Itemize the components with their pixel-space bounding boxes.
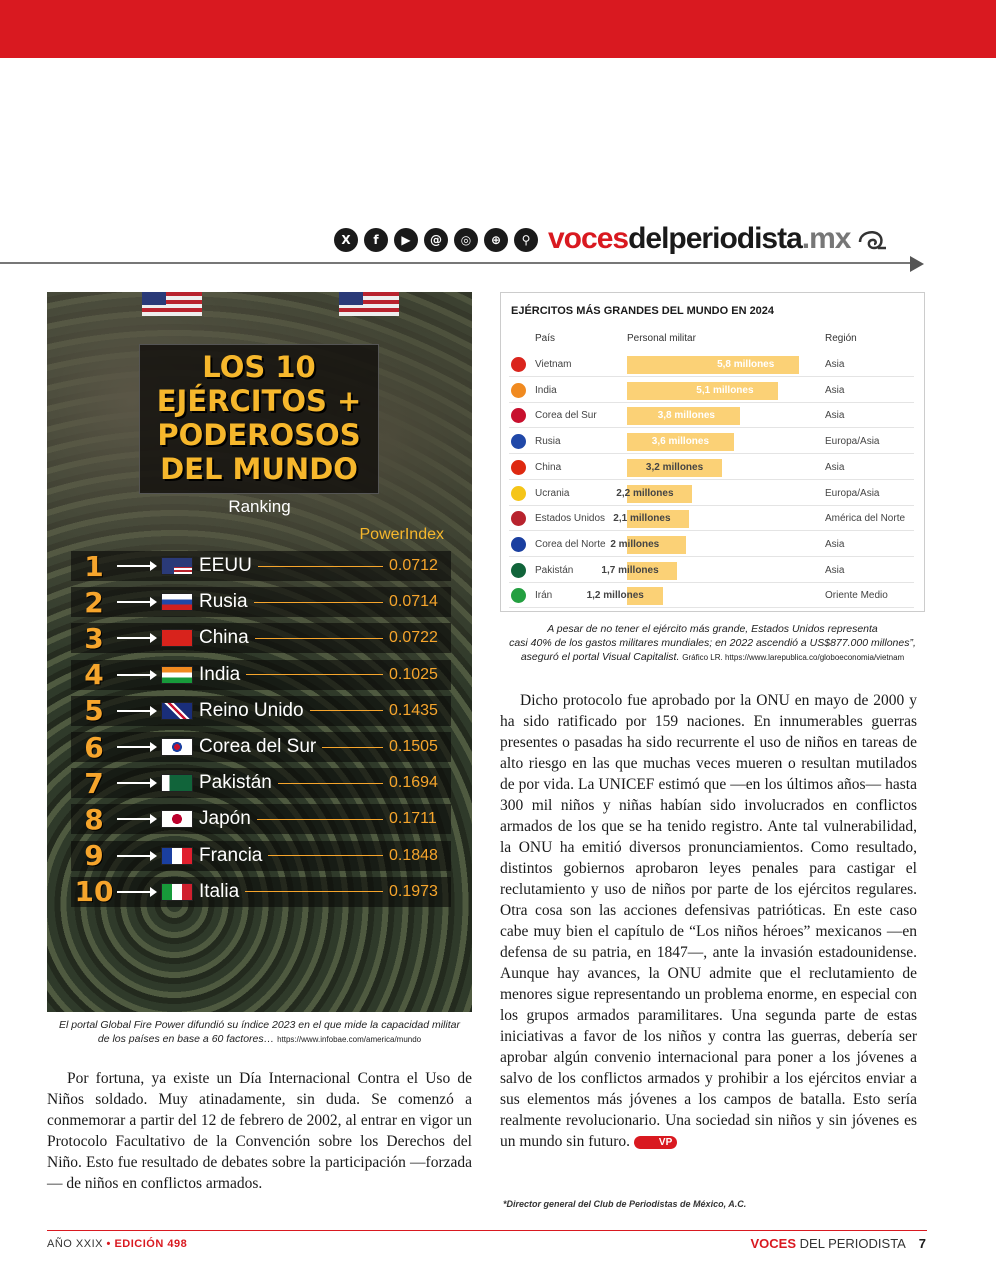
country-flag-icon [161, 883, 193, 901]
chart-flag-icon [511, 511, 526, 526]
arrow-icon [117, 746, 155, 748]
chart-flag-icon [511, 486, 526, 501]
power-index-label: PowerIndex [359, 526, 444, 543]
power-index-value: 0.0714 [389, 593, 438, 611]
country-flag-icon [161, 629, 193, 647]
us-flag-icon [142, 292, 202, 316]
location-pin-icon[interactable]: ⚲ [514, 228, 538, 252]
ranking-row [71, 877, 451, 907]
footer-periodista: DEL PERIODISTA [799, 1236, 906, 1251]
ranking-row [71, 623, 451, 653]
ranking-row [71, 841, 451, 871]
chart-caption [500, 622, 925, 665]
brand-voces: voces [548, 222, 629, 255]
country-name: China [199, 627, 249, 649]
leader-line [255, 638, 383, 639]
power-index-value: 0.1505 [389, 738, 438, 755]
leader-line [322, 747, 383, 748]
rank-number: 2 [84, 585, 104, 619]
power-index-value: 0.1711 [389, 810, 437, 828]
header-rule [0, 262, 912, 264]
arrow-icon [117, 637, 155, 639]
chart-header-personnel: Personal militar [627, 333, 696, 344]
chart-region: Asia [825, 359, 845, 370]
chart-flag-icon [511, 563, 526, 578]
rank-number: 1 [84, 549, 104, 583]
chart-caption-credit[interactable]: Gráfico LR. https://www.larepublica.co/globoeconomia/vietnam [682, 653, 905, 662]
country-flag-icon [161, 557, 193, 575]
chart-caption-line2: casi 40% de los gastos militares mundiales; en 2022 ascendió a US$877.000 millones”, [509, 637, 916, 649]
arrow-icon [117, 674, 155, 676]
chart-flag-icon [511, 434, 526, 449]
chart-bar-label: 1,2 millones [586, 590, 644, 602]
threads-icon[interactable]: @ [424, 228, 448, 252]
instagram-icon[interactable]: ◎ [454, 228, 478, 252]
chart-flag-icon [511, 588, 526, 603]
poster-title: LOS 10 EJÉRCITOS + PODEROSOS DEL MUNDO [156, 350, 362, 486]
chart-row [509, 506, 914, 531]
chart-region: Europa/Asia [825, 436, 880, 448]
arrow-icon [117, 818, 155, 820]
top-red-bar [0, 0, 996, 58]
brand-mx: .mx [801, 222, 851, 255]
chart-row [509, 403, 914, 428]
chart-row [509, 558, 914, 583]
chart-bar-label: 2,2 millones [616, 487, 674, 499]
author-footnote: *Director general del Club de Periodistas de México, A.C. [503, 1199, 747, 1209]
leader-line [254, 602, 383, 603]
brand-logo[interactable] [548, 222, 851, 256]
chart-country: Estados Unidos [535, 513, 606, 525]
chart-region: Asia [825, 384, 845, 396]
us-flag-icon [339, 292, 399, 316]
chart-row [509, 583, 914, 608]
chart-country: Rusia [535, 436, 561, 448]
left-paragraph: Por fortuna, ya existe un Día Internacional Contra el Uso de Niños soldado. Muy atinadamente, sin duda. Se comenzó a conmemorar a partir del 12 de febrero de 2002, al entrar en vigor un Protocolo Facultativo de la Convención sobre los Derechos del Niño. Esto fue resultado de debates sobre la participación —forzada— de niños en conflictos armados. [47, 1070, 472, 1192]
arrow-icon [117, 782, 155, 784]
country-name: Corea del Sur [199, 736, 317, 757]
country-flag-icon [161, 738, 193, 756]
arrow-icon [117, 891, 155, 893]
globe-icon[interactable]: ⊕ [484, 228, 508, 252]
footer-rule [47, 1230, 927, 1231]
chart-country: Pakistán [535, 564, 574, 576]
leader-line [246, 674, 383, 675]
poster-subtitle: Ranking [228, 497, 291, 516]
rank-number: 8 [84, 802, 104, 836]
country-name: Reino Unido [199, 699, 304, 721]
poster-caption-line2: de los países en base a 60 factores… [97, 1033, 275, 1045]
social-icons [334, 228, 538, 252]
footer-voces: VOCES [750, 1236, 797, 1251]
country-flag-icon [161, 702, 193, 720]
right-column-text [500, 690, 917, 1152]
country-flag-icon [161, 810, 193, 828]
country-flag-icon [161, 774, 193, 792]
rank-number: 9 [84, 839, 104, 873]
chart-row [509, 532, 914, 557]
chart-bar-label: 3,8 millones [657, 410, 715, 422]
poster-caption [47, 1018, 472, 1047]
chart-header-country: País [535, 333, 556, 344]
rank-number: 3 [84, 621, 104, 655]
power-index-value: 0.1694 [389, 774, 438, 792]
armies-chart [500, 292, 925, 612]
arrow-icon [117, 855, 155, 857]
chart-title: EJÉRCITOS MÁS GRANDES DEL MUNDO EN 2024 [511, 305, 775, 317]
country-name: Pakistán [199, 772, 272, 794]
chart-flag-icon [511, 537, 526, 552]
chart-flag-icon [511, 408, 526, 423]
chart-caption-line1: A pesar de no tener el ejército más grande, Estados Unidos representa [547, 623, 878, 635]
footer-year: AÑO XXIX [47, 1238, 103, 1250]
leader-line [278, 783, 383, 784]
chart-bar-label: 5,1 millones [696, 384, 754, 396]
chart-bar-label: 5,8 millones [717, 359, 775, 370]
chart-region: América del Norte [825, 513, 906, 525]
ranking-row [71, 696, 451, 726]
power-index-value: 0.1435 [389, 701, 438, 719]
country-name: India [199, 663, 241, 685]
chart-region: Asia [825, 564, 845, 576]
rank-number: 7 [84, 766, 104, 800]
x-icon[interactable]: X [334, 228, 358, 252]
chart-row [509, 481, 914, 506]
youtube-icon[interactable]: ▶ [394, 228, 418, 252]
country-name: Francia [199, 844, 263, 866]
chart-row [509, 378, 914, 403]
country-name: EEUU [199, 555, 252, 576]
leader-line [257, 819, 383, 820]
chart-bar-label: 2 millones [610, 538, 660, 550]
rank-number: 10 [74, 875, 114, 909]
right-paragraph: Dicho protocolo fue aprobado por la ONU en mayo de 2000 y ha sido ratificado por 159 naciones. En innumerables guerras presentes o pasadas ha sido recurrente el uso de niños en tareas de alto riesgo en las que muchas veces mueren o resultan mutilados de por vida. La UNICEF estimó que —en los últimos años— hasta 300 mil niños y niñas habían sido involucrados en conflictos armados de los que se ha tenido registro. Ante tal vulnerabilidad, la ONU ha emitió diversos pronunciamientos. Como resultado, distintos gobiernos aprobaron leyes penales para castigar el reclutamiento y uso de niños por parte de los ejércitos regulares. Otra cosa son las acciones defensivas patrióticas. En este caso cabe muy bien el capítulo de “Los niños héroes” mexicanos —en defensa de su patria, en 1847—, ante la invasión estadounidense. Aunque hay avances, la ONU admite que el reclutamiento de menores sigue representando un problema enorme, en especial con los grupos armados paramilitares. Una segunda parte de estas iniciativas a favor de los niños y contra las guerras, debería ser aprobar algún convenio internacional para poner a los jóvenes a salvo de los conflictos armados y prohibir a los ejércitos enviar a sus elementos más jóvenes a los campos de batalla. Esto sería realmente revolucionario. Una sociedad sin niños y sin jóvenes es un mundo sin futuro. [500, 692, 917, 1150]
facebook-icon[interactable]: f [364, 228, 388, 252]
brand-periodista: delperiodista [628, 222, 802, 255]
footer-edition-number: EDICIÓN 498 [114, 1238, 188, 1250]
vp-logo-badge: VP [634, 1136, 677, 1149]
footer-bullet: • [106, 1238, 111, 1250]
chart-bar-label: 2,1 millones [613, 513, 671, 525]
chart-row [509, 455, 914, 480]
rank-number: 6 [84, 730, 104, 764]
chart-region: Oriente Medio [825, 590, 888, 602]
ranking-row [71, 768, 451, 798]
poster-caption-line1: El portal Global Fire Power difundió su índice 2023 en el que mide la capacidad militar [59, 1019, 460, 1031]
chart-flag-icon [511, 357, 526, 372]
country-name: Japón [199, 808, 251, 830]
army-ranking-poster [47, 292, 472, 1012]
chart-country: India [535, 384, 557, 396]
chart-row [509, 352, 914, 377]
rank-number: 4 [84, 658, 104, 692]
chart-country: Corea del Norte [535, 538, 606, 550]
poster-caption-url[interactable]: https://www.infobae.com/america/mundo [277, 1035, 422, 1044]
chart-country: Irán [535, 590, 553, 602]
country-name: Rusia [199, 591, 248, 613]
chart-bar-label: 1,7 millones [601, 564, 659, 576]
chart-region: Asia [825, 538, 845, 550]
country-flag-icon [161, 666, 193, 684]
rank-number: 5 [84, 694, 104, 728]
chart-country: Corea del Sur [535, 410, 597, 422]
power-index-value: 0.0712 [389, 557, 438, 574]
chart-country: Ucrania [535, 487, 570, 499]
chart-row [509, 429, 914, 454]
arrow-icon [117, 565, 155, 567]
chart-region: Europa/Asia [825, 487, 880, 499]
footer-publication [751, 1236, 926, 1251]
power-index-value: 0.1848 [389, 846, 438, 864]
leader-line [258, 566, 383, 567]
leader-line [268, 855, 383, 856]
country-flag-icon [161, 847, 193, 865]
chart-country: China [535, 461, 562, 473]
country-flag-icon [161, 593, 193, 611]
power-index-value: 0.1973 [389, 882, 438, 900]
chart-caption-line3: aseguró el portal Visual Capitalist. [520, 651, 680, 663]
page-number: 7 [918, 1236, 926, 1251]
arrow-icon [117, 601, 155, 603]
header-arrow-icon [910, 256, 924, 272]
power-index-value: 0.0722 [389, 629, 438, 647]
left-column-text [47, 1068, 472, 1194]
chart-bar-label: 3,6 millones [651, 436, 710, 448]
chart-region: Asia [825, 410, 845, 422]
footer-edition [47, 1238, 187, 1250]
power-index-value: 0.1025 [389, 665, 438, 683]
chart-bar-label: 3,2 millones [645, 461, 704, 473]
country-name: Italia [199, 880, 240, 902]
ranking-row [71, 551, 451, 581]
arrow-icon [117, 710, 155, 712]
ranking-row [71, 660, 451, 690]
ranking-row [71, 587, 451, 617]
swirl-icon [858, 228, 888, 254]
chart-country: Vietnam [535, 359, 572, 370]
chart-region: Asia [825, 461, 845, 473]
leader-line [245, 891, 383, 892]
ranking-row [71, 732, 451, 762]
ranking-row [71, 804, 451, 834]
chart-flag-icon [511, 460, 526, 475]
chart-header-region: Región [825, 333, 857, 344]
leader-line [310, 710, 383, 711]
chart-flag-icon [511, 383, 526, 398]
